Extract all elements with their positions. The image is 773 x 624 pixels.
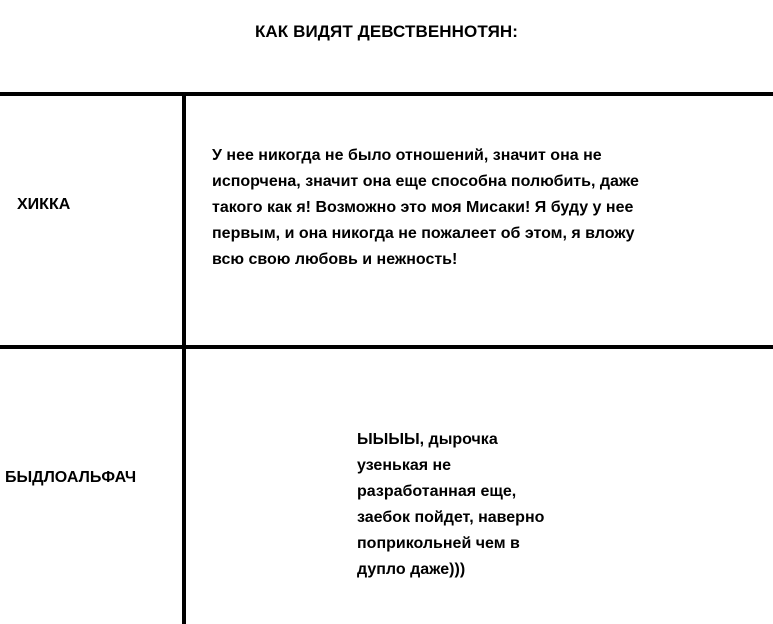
row-text-bydloalfach: ЫЫЫЫ, дырочка узенькая не разработанная еще, заебок пойдет, наверно поприкольней чем в дупло даже))) xyxy=(357,431,545,578)
top-divider xyxy=(0,92,773,96)
row-label-hikka: ХИККА xyxy=(17,196,71,213)
middle-divider xyxy=(0,345,773,349)
row-text-hikka: У нее никогда не было отношений, значит она не испорчена, значит она еще способна полюбить, даже такого как я! Возможно это моя Мисаки! Я буду у нее первым, и она никогда не пожалеет об этом, я вложу всю свою любовь и нежность! xyxy=(212,147,639,268)
row-label-bydloalfach: БЫДЛОАЛЬФАЧ xyxy=(5,469,137,486)
page-title: КАК ВИДЯТ ДЕВСТВЕННОТЯН: xyxy=(254,22,519,41)
column-divider xyxy=(182,92,186,624)
